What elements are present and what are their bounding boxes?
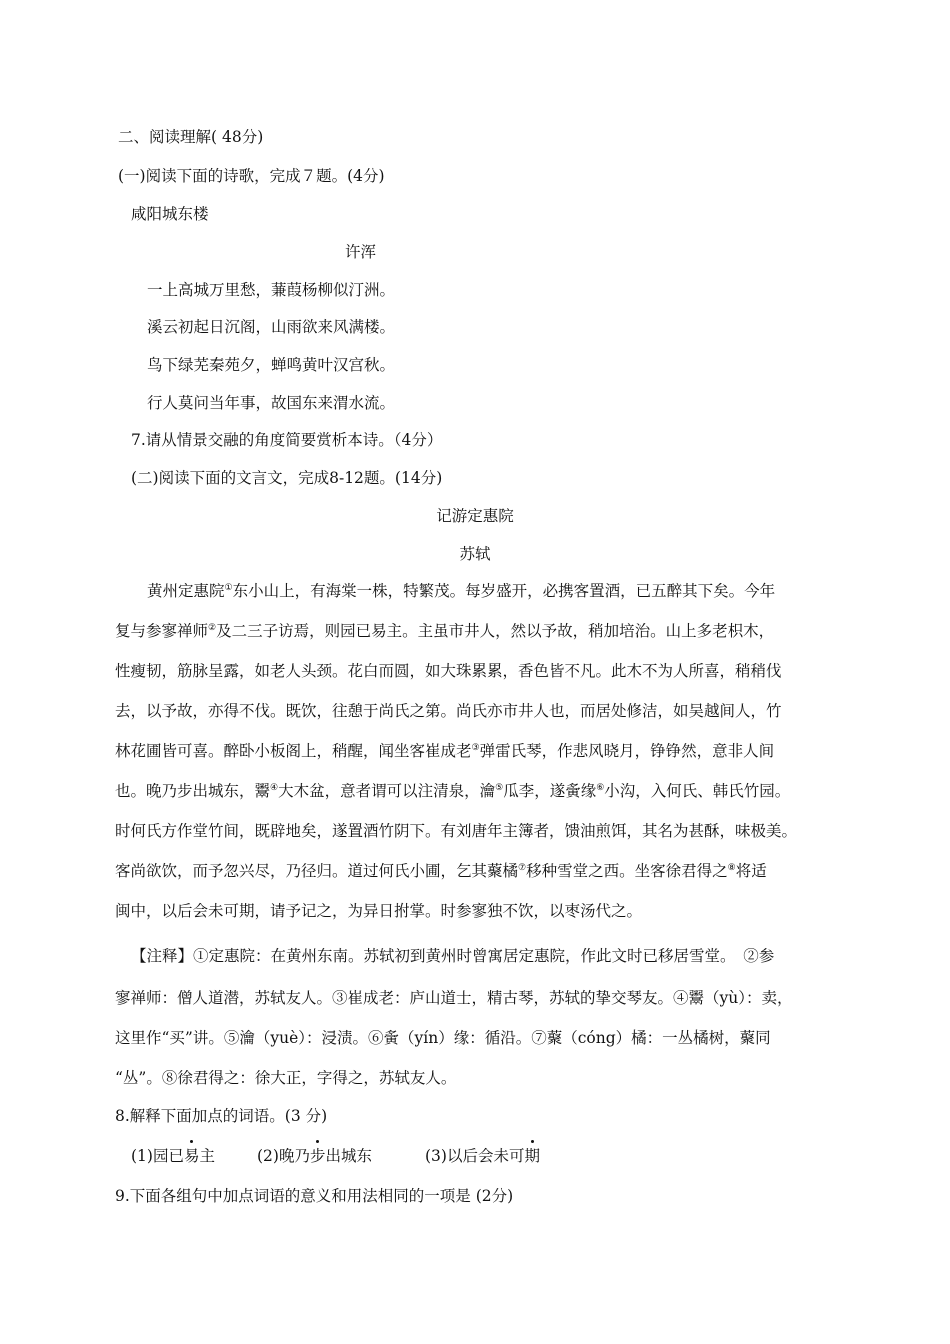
dotted-word: 步 — [309, 1147, 326, 1165]
question-8: 8.解释下面加点的词语。(3 分) — [115, 1107, 328, 1125]
poem-line: 溪云初起日沉阁，山雨欲来风满楼。 — [147, 318, 396, 336]
question-7: 7.请从情景交融的角度简要赏析本诗。（4分） — [131, 431, 443, 449]
section-title: 二、阅读理解( 48分) — [118, 128, 264, 146]
footnote-marker: ⑤ — [495, 782, 504, 793]
q8-item: (3)以后会未可期 — [425, 1147, 540, 1165]
part2-intro: (二)阅读下面的文言文，完成8-12题。(14分) — [131, 469, 443, 487]
passage-title: 记游定惠院 — [436, 507, 514, 525]
passage-line: 闽中，以后会未可期，请予记之，为异日拊掌。时参寥独不饮，以枣汤代之。 — [115, 902, 643, 920]
poem-line: 一上高城万里愁，蒹葭杨柳似汀洲。 — [147, 281, 396, 299]
poem-title: 咸阳城东楼 — [131, 205, 209, 223]
q8-item: (2)晚乃步出城东 — [257, 1147, 372, 1165]
notes-line: 寥禅师：僧人道潜，苏轼友人。③崔成老：庐山道士，精古琴，苏轼的挚交琴友。④鬻（yù）：卖， — [115, 989, 793, 1007]
part1-intro: (一)阅读下面的诗歌，完成７题。(4分) — [118, 167, 385, 185]
passage-author: 苏轼 — [459, 545, 491, 563]
passage-line: 也。晚乃步出城东，鬻④大木盆，意者谓可以注清泉，瀹⑤瓜李，遂夤缘⑥小沟，入何氏、韩氏竹园。 — [115, 782, 791, 800]
footnote-marker: ④ — [270, 782, 279, 793]
passage-line: 去，以予故，亦得不伐。既饮，往憩于尚氏之第。尚氏亦市井人也，而居处修洁，如吴越间人，竹 — [115, 702, 782, 720]
passage-line: 性瘦韧，筋脉呈露，如老人头颈。花白而圆，如大珠累累，香色皆不凡。此木不为人所喜，稍稍伐 — [115, 662, 782, 680]
passage-line: 时何氏方作堂竹间，既辟地矣，遂置酒竹阴下。有刘唐年主簿者，馈油煎饵，其名为甚酥，味极美。 — [115, 822, 798, 840]
passage-line: 客尚欲饮，而予忽兴尽，乃径归。道过何氏小圃，乞其藂橘⑦移种雪堂之西。坐客徐君得之⑧将适 — [115, 862, 767, 880]
poem-line: 行人莫问当年事，故国东来渭水流。 — [147, 394, 396, 412]
poem-line: 鸟下绿芜秦苑夕，蝉鸣黄叶汉宫秋。 — [147, 356, 396, 374]
notes-line: 这里作“买”讲。⑤瀹（yuè）：浸渍。⑥夤（yín）缘：循沿。⑦藂（cóng）橘：一丛橘树，藂同 — [115, 1029, 771, 1047]
notes-line: 【注释】①定惠院：在黄州东南。苏轼初到黄州时曾寓居定惠院，作此文时已移居雪堂。 ②参 — [131, 947, 775, 965]
passage-line: 复与参寥禅师②及二三子访焉，则园已易主。主虽市井人，然以予故，稍加培治。山上多老枳木， — [115, 622, 775, 640]
notes-line: “丛”。⑧徐君得之：徐大正，字得之，苏轼友人。 — [115, 1069, 457, 1087]
footnote-marker: ① — [224, 582, 233, 593]
poem-author: 许浑 — [345, 243, 377, 261]
footnote-marker: ⑧ — [727, 862, 736, 873]
q8-item: (1)园已易主 — [131, 1147, 215, 1165]
dotted-word: 期 — [524, 1147, 540, 1165]
footnote-marker: ⑥ — [596, 782, 605, 793]
passage-line: 林花圃皆可喜。醉卧小板阁上，稍醒，闻坐客崔成老③弹雷氏琴，作悲风晓月，铮铮然，意非人间 — [115, 742, 775, 760]
footnote-marker: ⑦ — [518, 862, 527, 873]
passage-line: 黄州定惠院①东小山上，有海棠一株，特繁茂。每岁盛开，必携客置酒，已五醉其下矣。今年 — [147, 582, 776, 600]
footnote-marker: ② — [208, 622, 217, 633]
footnote-marker: ③ — [471, 742, 480, 753]
dotted-word: 易 — [183, 1147, 200, 1165]
question-9: 9.下面各组句中加点词语的意义和用法相同的一项是 (2分) — [115, 1187, 514, 1205]
